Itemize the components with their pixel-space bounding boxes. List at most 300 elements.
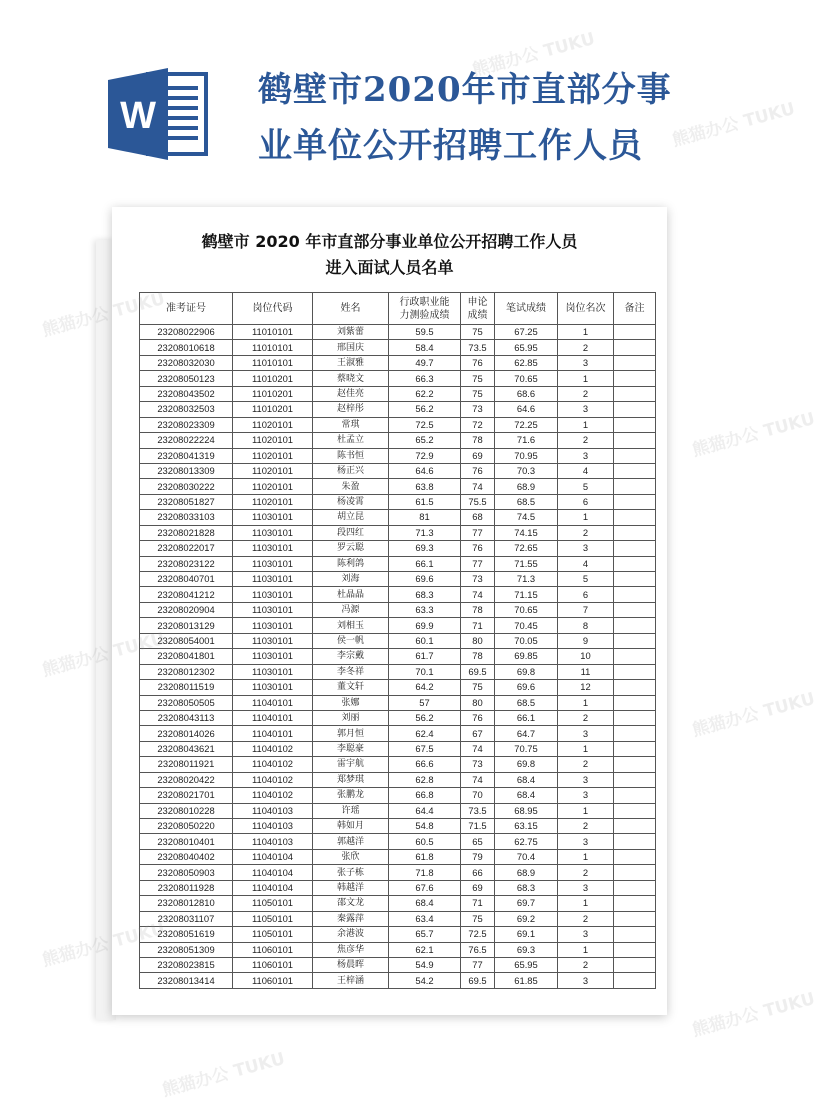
table-cell: 68.4 bbox=[495, 788, 558, 803]
table-cell: 23208013309 bbox=[140, 463, 233, 478]
table-cell: 23208032503 bbox=[140, 402, 233, 417]
table-row bbox=[140, 448, 656, 463]
table-cell: 23208014026 bbox=[140, 726, 233, 741]
table-cell: 23208023815 bbox=[140, 957, 233, 972]
table-cell: 78 bbox=[461, 602, 495, 617]
table-cell: 61.5 bbox=[389, 494, 461, 509]
table-cell: 1 bbox=[558, 942, 614, 957]
table-cell: 23208013129 bbox=[140, 618, 233, 633]
table-cell: 11010201 bbox=[233, 386, 313, 401]
table-cell: 刘海 bbox=[313, 572, 389, 587]
table-cell: 董文轩 bbox=[313, 680, 389, 695]
table-cell: 62.1 bbox=[389, 942, 461, 957]
table-cell: 69.8 bbox=[495, 664, 558, 679]
table-cell: 71 bbox=[461, 618, 495, 633]
table-cell: 11030101 bbox=[233, 587, 313, 602]
table-cell: 11040101 bbox=[233, 695, 313, 710]
table-cell bbox=[614, 340, 656, 355]
table-cell: 雷宇航 bbox=[313, 757, 389, 772]
table-cell: 73 bbox=[461, 757, 495, 772]
table-row bbox=[140, 463, 656, 478]
table-cell: 69 bbox=[461, 448, 495, 463]
table-cell: 7 bbox=[558, 602, 614, 617]
table-cell: 11040102 bbox=[233, 788, 313, 803]
table-cell: 6 bbox=[558, 494, 614, 509]
table-cell: 68.4 bbox=[495, 772, 558, 787]
table-cell: 3 bbox=[558, 402, 614, 417]
table-cell: 73.5 bbox=[461, 340, 495, 355]
document-title bbox=[112, 229, 667, 281]
table-cell: 刘相玉 bbox=[313, 618, 389, 633]
table-cell: 66.1 bbox=[495, 710, 558, 725]
table-cell bbox=[614, 834, 656, 849]
table-cell: 58.4 bbox=[389, 340, 461, 355]
table-cell: 韩如月 bbox=[313, 819, 389, 834]
table-cell: 2 bbox=[558, 340, 614, 355]
table-cell: 1 bbox=[558, 695, 614, 710]
table-cell bbox=[614, 602, 656, 617]
table-cell: 61.8 bbox=[389, 849, 461, 864]
table-cell: 11030101 bbox=[233, 572, 313, 587]
table-row bbox=[140, 819, 656, 834]
table-cell: 11040103 bbox=[233, 834, 313, 849]
column-header: 姓名 bbox=[313, 293, 389, 325]
table-cell bbox=[614, 803, 656, 818]
table-cell: 1 bbox=[558, 803, 614, 818]
word-icon-letter: W bbox=[120, 95, 156, 137]
table-cell: 3 bbox=[558, 355, 614, 370]
table-cell: 70.05 bbox=[495, 633, 558, 648]
table-cell: 74 bbox=[461, 587, 495, 602]
table-cell bbox=[614, 664, 656, 679]
table-cell: 81 bbox=[389, 510, 461, 525]
table-cell: 11010201 bbox=[233, 402, 313, 417]
table-cell: 11030101 bbox=[233, 602, 313, 617]
table-cell bbox=[614, 463, 656, 478]
table-row bbox=[140, 556, 656, 571]
table-row bbox=[140, 355, 656, 370]
table-cell: 郭月恒 bbox=[313, 726, 389, 741]
table-row bbox=[140, 726, 656, 741]
table-cell: 11010201 bbox=[233, 371, 313, 386]
table-cell: 72.65 bbox=[495, 541, 558, 556]
table-cell: 杨凌霄 bbox=[313, 494, 389, 509]
table-cell: 张欣 bbox=[313, 849, 389, 864]
table-cell: 23208051619 bbox=[140, 927, 233, 942]
table-cell: 3 bbox=[558, 772, 614, 787]
table-cell: 余港波 bbox=[313, 927, 389, 942]
table-cell: 23208011519 bbox=[140, 680, 233, 695]
table-cell: 62.2 bbox=[389, 386, 461, 401]
table-cell: 朱盈 bbox=[313, 479, 389, 494]
table-cell: 70.65 bbox=[495, 371, 558, 386]
table-cell: 69.85 bbox=[495, 649, 558, 664]
table-cell bbox=[614, 525, 656, 540]
table-cell: 杨正兴 bbox=[313, 463, 389, 478]
table-row bbox=[140, 788, 656, 803]
table-cell: 68.5 bbox=[495, 695, 558, 710]
table-row bbox=[140, 340, 656, 355]
table-cell: 75 bbox=[461, 371, 495, 386]
table-cell: 70.95 bbox=[495, 448, 558, 463]
table-cell: 62.8 bbox=[389, 772, 461, 787]
table-cell: 23208043113 bbox=[140, 710, 233, 725]
table-cell bbox=[614, 417, 656, 432]
table-row bbox=[140, 541, 656, 556]
table-cell: 3 bbox=[558, 880, 614, 895]
table-row bbox=[140, 386, 656, 401]
watermark: 熊猫办公 TUKU bbox=[40, 628, 168, 681]
table-cell: 76 bbox=[461, 463, 495, 478]
table-cell: 韩越洋 bbox=[313, 880, 389, 895]
table-cell bbox=[614, 587, 656, 602]
table-cell: 11010101 bbox=[233, 340, 313, 355]
table-cell: 赵佳亮 bbox=[313, 386, 389, 401]
table-cell: 63.15 bbox=[495, 819, 558, 834]
table-cell bbox=[614, 973, 656, 988]
table-row bbox=[140, 680, 656, 695]
column-header: 岗位代码 bbox=[233, 293, 313, 325]
table-cell: 23208023122 bbox=[140, 556, 233, 571]
table-cell: 74.15 bbox=[495, 525, 558, 540]
table-cell: 2 bbox=[558, 757, 614, 772]
table-cell: 1 bbox=[558, 325, 614, 340]
table-row bbox=[140, 957, 656, 972]
table-cell: 2 bbox=[558, 710, 614, 725]
table-cell: 11020101 bbox=[233, 479, 313, 494]
table-cell: 11020101 bbox=[233, 494, 313, 509]
table-row bbox=[140, 494, 656, 509]
table-cell: 80 bbox=[461, 695, 495, 710]
column-header: 笔试成绩 bbox=[495, 293, 558, 325]
table-cell: 75.5 bbox=[461, 494, 495, 509]
table-row bbox=[140, 572, 656, 587]
table-cell bbox=[614, 649, 656, 664]
table-cell: 61.7 bbox=[389, 649, 461, 664]
table-cell: 64.4 bbox=[389, 803, 461, 818]
table-cell: 65.95 bbox=[495, 340, 558, 355]
table-cell: 65.2 bbox=[389, 433, 461, 448]
table-cell: 70.75 bbox=[495, 741, 558, 756]
table-cell: 71.5 bbox=[461, 819, 495, 834]
table-cell: 冯源 bbox=[313, 602, 389, 617]
table-cell: 11040104 bbox=[233, 865, 313, 880]
table-cell: 61.85 bbox=[495, 973, 558, 988]
table-cell bbox=[614, 494, 656, 509]
table-row bbox=[140, 417, 656, 432]
table-cell bbox=[614, 371, 656, 386]
table-cell: 68.3 bbox=[389, 587, 461, 602]
table-cell: 杜孟立 bbox=[313, 433, 389, 448]
table-cell: 68.3 bbox=[495, 880, 558, 895]
table-cell bbox=[614, 757, 656, 772]
table-row bbox=[140, 402, 656, 417]
table-cell: 57 bbox=[389, 695, 461, 710]
table-cell: 1 bbox=[558, 417, 614, 432]
table-cell: 69 bbox=[461, 880, 495, 895]
column-header: 申论成绩 bbox=[461, 293, 495, 325]
table-cell: 11040102 bbox=[233, 757, 313, 772]
table-cell: 许瑶 bbox=[313, 803, 389, 818]
table-cell: 23208050123 bbox=[140, 371, 233, 386]
table-cell: 陈利鸽 bbox=[313, 556, 389, 571]
table-cell bbox=[614, 325, 656, 340]
table-cell: 李聪豪 bbox=[313, 741, 389, 756]
table-cell bbox=[614, 896, 656, 911]
table-cell bbox=[614, 479, 656, 494]
table-cell: 69.3 bbox=[495, 942, 558, 957]
table-row bbox=[140, 896, 656, 911]
table-cell: 23208010228 bbox=[140, 803, 233, 818]
table-cell: 72.5 bbox=[461, 927, 495, 942]
table-cell: 11010101 bbox=[233, 325, 313, 340]
table-cell: 张子栋 bbox=[313, 865, 389, 880]
table-cell: 73 bbox=[461, 572, 495, 587]
table-cell: 2 bbox=[558, 819, 614, 834]
table-cell bbox=[614, 680, 656, 695]
watermark: 熊猫办公 TUKU bbox=[40, 918, 168, 971]
table-cell: 1 bbox=[558, 371, 614, 386]
table-row bbox=[140, 757, 656, 772]
table-cell bbox=[614, 433, 656, 448]
table-cell: 74 bbox=[461, 772, 495, 787]
table-cell bbox=[614, 556, 656, 571]
watermark: 熊猫办公 TUKU bbox=[40, 288, 168, 341]
table-cell bbox=[614, 772, 656, 787]
table-cell: 76.5 bbox=[461, 942, 495, 957]
table-header-row bbox=[140, 293, 656, 325]
table-cell bbox=[614, 880, 656, 895]
table-cell: 75 bbox=[461, 386, 495, 401]
table-cell: 68.6 bbox=[495, 386, 558, 401]
document-title-line2: 进入面试人员名单 bbox=[325, 258, 454, 277]
table-cell: 69.9 bbox=[389, 618, 461, 633]
table-cell: 66.1 bbox=[389, 556, 461, 571]
table-cell: 80 bbox=[461, 633, 495, 648]
table-cell bbox=[614, 541, 656, 556]
table-cell: 23208013414 bbox=[140, 973, 233, 988]
table-cell: 67.25 bbox=[495, 325, 558, 340]
table-cell: 70.65 bbox=[495, 602, 558, 617]
table-cell: 72.5 bbox=[389, 417, 461, 432]
table-cell: 蔡晓文 bbox=[313, 371, 389, 386]
table-cell: 64.6 bbox=[389, 463, 461, 478]
word-document-icon bbox=[108, 68, 208, 160]
table-cell: 11030101 bbox=[233, 649, 313, 664]
table-cell: 11040104 bbox=[233, 880, 313, 895]
table-cell: 70.45 bbox=[495, 618, 558, 633]
table-cell: 6 bbox=[558, 587, 614, 602]
table-row bbox=[140, 587, 656, 602]
table-cell: 23208030222 bbox=[140, 479, 233, 494]
table-cell: 邢国庆 bbox=[313, 340, 389, 355]
banner-title-line1: 鹤壁市2020年市直部分事 bbox=[258, 70, 672, 110]
table-cell: 3 bbox=[558, 448, 614, 463]
watermark: 熊猫办公 TUKU bbox=[690, 688, 817, 741]
interview-roster-table bbox=[139, 292, 656, 989]
table-cell bbox=[614, 355, 656, 370]
table-cell: 72.9 bbox=[389, 448, 461, 463]
table-cell: 11030101 bbox=[233, 525, 313, 540]
table-row bbox=[140, 510, 656, 525]
table-cell bbox=[614, 618, 656, 633]
table-cell: 71.15 bbox=[495, 587, 558, 602]
table-cell: 11 bbox=[558, 664, 614, 679]
table-cell bbox=[614, 741, 656, 756]
table-cell: 常琪 bbox=[313, 417, 389, 432]
table-row bbox=[140, 942, 656, 957]
table-cell: 23208020422 bbox=[140, 772, 233, 787]
table-cell: 23208010618 bbox=[140, 340, 233, 355]
table-cell: 王淑雅 bbox=[313, 355, 389, 370]
table-cell: 11040101 bbox=[233, 726, 313, 741]
table-row bbox=[140, 479, 656, 494]
table-cell: 11040102 bbox=[233, 772, 313, 787]
table-cell: 77 bbox=[461, 957, 495, 972]
table-cell: 65.7 bbox=[389, 927, 461, 942]
table-cell: 23208023309 bbox=[140, 417, 233, 432]
table-cell: 11060101 bbox=[233, 942, 313, 957]
table-cell: 71.6 bbox=[495, 433, 558, 448]
table-cell bbox=[614, 942, 656, 957]
table-cell bbox=[614, 448, 656, 463]
table-cell: 62.4 bbox=[389, 726, 461, 741]
table-cell: 73.5 bbox=[461, 803, 495, 818]
table-cell: 23208040402 bbox=[140, 849, 233, 864]
table-cell: 11030101 bbox=[233, 618, 313, 633]
table-cell: 23208021828 bbox=[140, 525, 233, 540]
table-cell: 陈书恒 bbox=[313, 448, 389, 463]
column-header: 备注 bbox=[614, 293, 656, 325]
column-header: 准考证号 bbox=[140, 293, 233, 325]
banner-title bbox=[258, 62, 678, 174]
table-cell: 11010101 bbox=[233, 355, 313, 370]
table-cell: 64.6 bbox=[495, 402, 558, 417]
table-cell: 68.9 bbox=[495, 865, 558, 880]
table-cell bbox=[614, 633, 656, 648]
column-header: 行政职业能力测验成绩 bbox=[389, 293, 461, 325]
table-cell: 1 bbox=[558, 741, 614, 756]
table-cell: 8 bbox=[558, 618, 614, 633]
table-cell: 69.6 bbox=[495, 680, 558, 695]
table-cell: 3 bbox=[558, 927, 614, 942]
table-cell bbox=[614, 402, 656, 417]
table-cell: 3 bbox=[558, 834, 614, 849]
table-cell: 66.6 bbox=[389, 757, 461, 772]
table-cell: 60.5 bbox=[389, 834, 461, 849]
table-cell: 12 bbox=[558, 680, 614, 695]
table-cell: 11030101 bbox=[233, 510, 313, 525]
table-cell: 1 bbox=[558, 896, 614, 911]
table-cell: 23208050505 bbox=[140, 695, 233, 710]
table-cell bbox=[614, 911, 656, 926]
table-row bbox=[140, 849, 656, 864]
table-cell: 76 bbox=[461, 710, 495, 725]
table-cell bbox=[614, 788, 656, 803]
table-cell bbox=[614, 726, 656, 741]
table-cell: 23208022906 bbox=[140, 325, 233, 340]
table-cell: 郑梦琪 bbox=[313, 772, 389, 787]
table-cell: 69.7 bbox=[495, 896, 558, 911]
watermark: 熊猫办公 TUKU bbox=[670, 98, 798, 151]
table-cell: 23208021701 bbox=[140, 788, 233, 803]
table-cell: 72.25 bbox=[495, 417, 558, 432]
table-cell: 76 bbox=[461, 355, 495, 370]
table-cell: 77 bbox=[461, 525, 495, 540]
watermark: 熊猫办公 TUKU bbox=[690, 988, 817, 1041]
table-cell: 71.3 bbox=[495, 572, 558, 587]
table-cell: 段四红 bbox=[313, 525, 389, 540]
table-cell: 李宗戴 bbox=[313, 649, 389, 664]
table-row bbox=[140, 973, 656, 988]
table-cell: 11040104 bbox=[233, 849, 313, 864]
table-cell: 74 bbox=[461, 741, 495, 756]
table-cell: 刘紫蕾 bbox=[313, 325, 389, 340]
table-cell: 23208051827 bbox=[140, 494, 233, 509]
table-cell: 11030101 bbox=[233, 633, 313, 648]
table-cell: 11020101 bbox=[233, 448, 313, 463]
table-cell: 71.55 bbox=[495, 556, 558, 571]
table-cell: 1 bbox=[558, 849, 614, 864]
table-cell: 杨晨晖 bbox=[313, 957, 389, 972]
table-cell: 65.95 bbox=[495, 957, 558, 972]
table-cell: 66.3 bbox=[389, 371, 461, 386]
table-cell: 70.4 bbox=[495, 849, 558, 864]
table-cell: 23208010401 bbox=[140, 834, 233, 849]
table-cell: 3 bbox=[558, 788, 614, 803]
table-cell: 74.5 bbox=[495, 510, 558, 525]
table-cell: 56.2 bbox=[389, 402, 461, 417]
document-title-line1: 鹤壁市 2020 年市直部分事业单位公开招聘工作人员 bbox=[201, 232, 578, 251]
table-cell: 侯一帆 bbox=[313, 633, 389, 648]
table-cell: 11050101 bbox=[233, 911, 313, 926]
table-cell: 23208032030 bbox=[140, 355, 233, 370]
table-cell: 59.5 bbox=[389, 325, 461, 340]
table-row bbox=[140, 433, 656, 448]
table-cell: 66.8 bbox=[389, 788, 461, 803]
table-cell: 75 bbox=[461, 911, 495, 926]
table-row bbox=[140, 865, 656, 880]
table-cell: 23208041801 bbox=[140, 649, 233, 664]
table-cell: 11040103 bbox=[233, 803, 313, 818]
table-cell: 2 bbox=[558, 386, 614, 401]
table-cell: 张娜 bbox=[313, 695, 389, 710]
table-cell: 23208054001 bbox=[140, 633, 233, 648]
table-cell: 11030101 bbox=[233, 556, 313, 571]
table-row bbox=[140, 664, 656, 679]
table-row bbox=[140, 371, 656, 386]
table-cell: 4 bbox=[558, 463, 614, 478]
table-cell: 11030101 bbox=[233, 664, 313, 679]
table-cell: 11030101 bbox=[233, 680, 313, 695]
table-cell: 54.9 bbox=[389, 957, 461, 972]
table-cell: 69.8 bbox=[495, 757, 558, 772]
table-cell: 70.1 bbox=[389, 664, 461, 679]
table-row bbox=[140, 618, 656, 633]
table-cell: 69.5 bbox=[461, 664, 495, 679]
table-cell: 1 bbox=[558, 510, 614, 525]
table-cell: 23208022017 bbox=[140, 541, 233, 556]
table-cell bbox=[614, 927, 656, 942]
table-cell: 23208020904 bbox=[140, 602, 233, 617]
table-cell: 王梓涵 bbox=[313, 973, 389, 988]
table-cell: 79 bbox=[461, 849, 495, 864]
table-row bbox=[140, 803, 656, 818]
table-row bbox=[140, 911, 656, 926]
table-cell: 70.3 bbox=[495, 463, 558, 478]
table-cell: 李冬祥 bbox=[313, 664, 389, 679]
table-cell: 77 bbox=[461, 556, 495, 571]
